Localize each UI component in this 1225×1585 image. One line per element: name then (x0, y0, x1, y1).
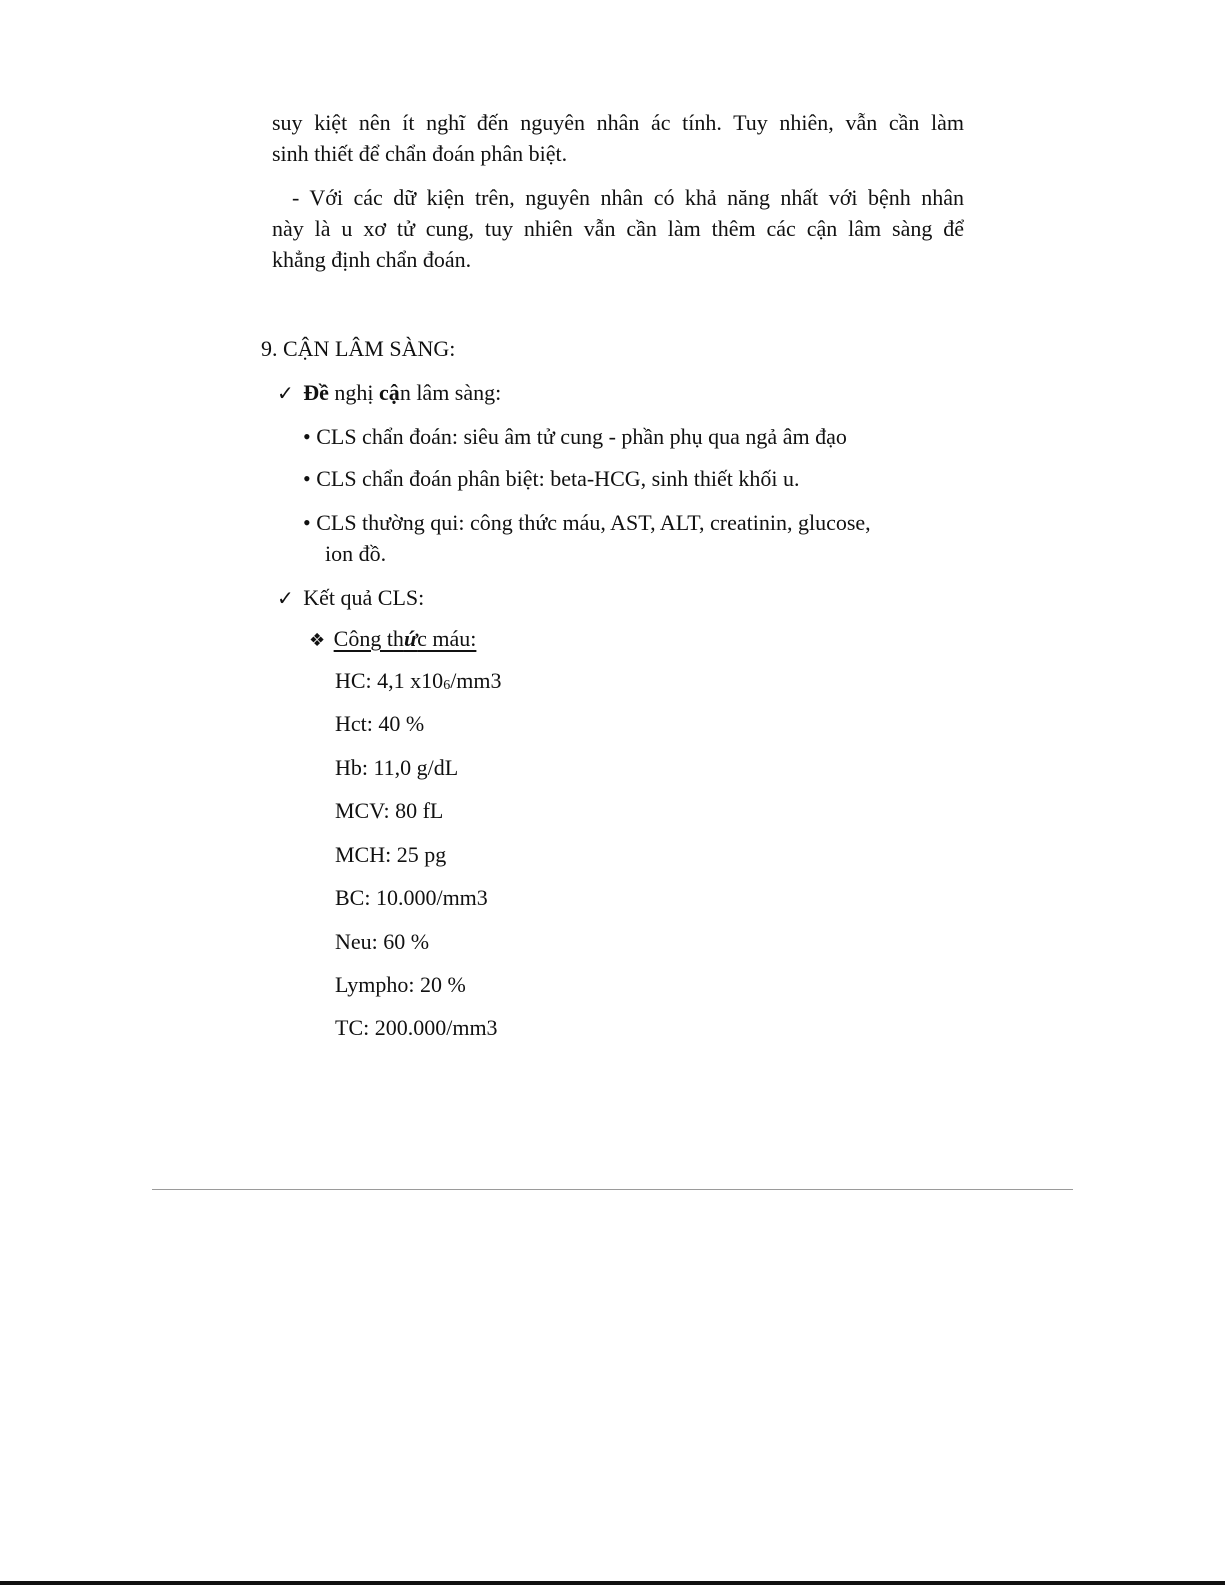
cbc-heading (309, 626, 482, 654)
proposal-text: nghị (328, 380, 380, 405)
cbc-hct: Hct: 40 % (335, 711, 425, 736)
cbc-bc: BC: 10.000/mm3 (335, 885, 488, 910)
section-heading: 9. CẬN LÂM SÀNG: (261, 336, 456, 361)
cbc-title: Công thức máu: (333, 626, 477, 651)
proposal-bold-prefix: Đề (303, 380, 329, 405)
check-icon: ✓ (277, 381, 294, 405)
bullet-text: CLS thường qui: công thức máu, AST, ALT, creatinin, glucose, (316, 510, 871, 535)
bullet-text: CLS chẩn đoán: siêu âm tử cung - phần phụ qua ngả âm đạo (316, 424, 847, 449)
paragraph-line: - Với các dữ kiện trên, nguyên nhân có khả năng nhất với bệnh nhân (292, 185, 964, 210)
cbc-hb: Hb: 11,0 g/dL (335, 755, 459, 780)
bullet-icon: • (303, 466, 311, 491)
paragraph-line: này là u xơ tử cung, tuy nhiên vẫn cần làm thêm các cận lâm sàng để (272, 216, 964, 241)
paragraph-line: sinh thiết để chẩn đoán phân biệt. (272, 141, 568, 166)
bullet-text: CLS chẩn đoán phân biệt: beta-HCG, sinh thiết khối u. (316, 466, 800, 491)
cbc-lympho: Lympho: 20 % (335, 972, 466, 997)
paragraph-line: khẳng định chẩn đoán. (272, 247, 472, 272)
proposal-item (277, 380, 501, 406)
bullet-continuation: ion đồ. (325, 541, 387, 566)
bullet-icon: • (303, 510, 311, 535)
page-footer-divider (152, 1189, 1073, 1190)
results-item (277, 585, 424, 611)
paragraph-malignancy (272, 107, 964, 169)
bullet-item-differential (303, 466, 800, 492)
cbc-mch: MCH: 25 pg (335, 842, 447, 867)
paragraph-line: suy kiệt nên ít nghĩ đến nguyên nhân ác tính. Tuy nhiên, vẫn cần làm (272, 110, 964, 135)
bullet-icon: • (303, 424, 311, 449)
proposal-bold-mid: cậ (379, 380, 400, 405)
proposal-text: n lâm sàng: (399, 380, 502, 405)
cbc-hc: HC: 4,1 x106/mm3 (335, 668, 502, 693)
bullet-item-routine (303, 510, 871, 536)
cbc-mcv: MCV: 80 fL (335, 798, 444, 823)
cbc-tc: TC: 200.000/mm3 (335, 1015, 498, 1040)
results-label: Kết quả CLS: (303, 585, 425, 610)
bullet-item-diagnostic (303, 424, 847, 450)
diamond-bullet-icon: ❖ (309, 630, 326, 651)
paragraph-conclusion (272, 182, 964, 275)
page-bottom-edge (0, 1581, 1225, 1585)
cbc-neu: Neu: 60 % (335, 929, 430, 954)
check-icon: ✓ (277, 586, 294, 610)
